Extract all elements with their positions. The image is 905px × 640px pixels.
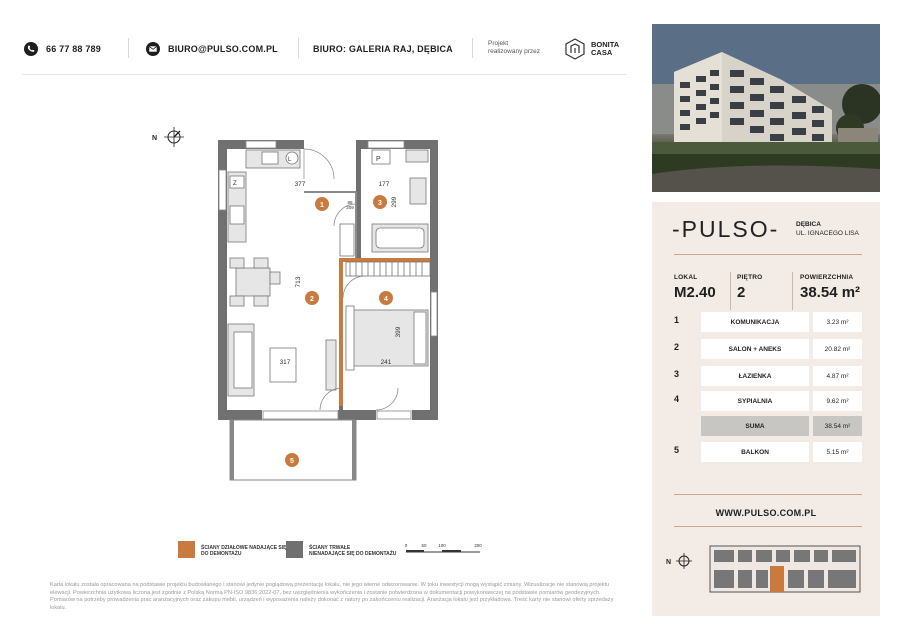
legend-demolish-swatch (178, 541, 195, 558)
pulso-logo: -PULSO- (672, 216, 780, 242)
sum-row: SUMA 38.54 m² (674, 416, 862, 436)
powierzchnia-label: POWIERZCHNIA (800, 274, 854, 281)
svg-text:713: 713 (295, 276, 302, 288)
lokal-label: LOKAL (674, 274, 698, 281)
unit-location-highlight (770, 566, 784, 592)
svg-text:317: 317 (279, 359, 291, 366)
website-link[interactable]: WWW.PULSO.COM.PL (715, 508, 817, 518)
svg-text:N: N (152, 135, 158, 142)
scale-bar (404, 542, 484, 558)
phone-contact[interactable] (24, 36, 101, 62)
phone-icon (24, 42, 38, 56)
legend-structural-label: ŚCIANY TRWAŁE NIENADAJĄCE SIĘ DO DEMONTAŻU (309, 545, 397, 557)
header-divider (22, 74, 627, 75)
room-row: 1 KOMUNIKACJA 3.23 m² (674, 312, 862, 332)
realized-by-text: Projekt realizowany przez (488, 40, 541, 55)
office-address: BIURO: GALERIA RAJ, DĘBICA (313, 44, 453, 54)
pietro-value: 2 (737, 284, 746, 301)
svg-text:299: 299 (391, 196, 398, 208)
powierzchnia-value: 38.54 m² (800, 284, 861, 301)
building-visualization (652, 24, 880, 192)
room-row: 3 ŁAZIENKA 4.87 m² (674, 366, 862, 386)
phone-number: 66 77 88 789 (46, 44, 101, 54)
room-row: 4 SYPIALNIA 9.62 m² (674, 391, 862, 411)
svg-text:241: 241 (380, 359, 392, 366)
lokal-value: M2.40 (674, 284, 716, 301)
svg-text:0: 0 (404, 543, 408, 548)
room-row: 2 SALON + ANEKS 20.82 m² (674, 339, 862, 359)
svg-text:5: 5 (290, 458, 294, 465)
legend-structural-swatch (286, 541, 303, 558)
street-name: UL. IGNACEGO LISA (796, 230, 859, 237)
svg-text:399: 399 (395, 326, 402, 338)
svg-text:Z: Z (233, 181, 237, 187)
svg-text:P: P (376, 156, 381, 163)
svg-text:100: 100 (438, 543, 446, 548)
svg-text:209: 209 (346, 205, 354, 210)
developer-name: BONITA CASA (591, 40, 620, 57)
svg-text:N: N (666, 559, 672, 566)
key-plan (666, 544, 866, 603)
svg-text:50: 50 (421, 543, 427, 548)
email-address: BIURO@PULSO.COM.PL (168, 44, 278, 54)
floor-plan (150, 120, 480, 500)
email-contact[interactable] (146, 36, 278, 62)
svg-text:2: 2 (310, 296, 314, 303)
svg-text:4: 4 (384, 296, 388, 303)
svg-text:177: 177 (378, 181, 390, 188)
city-name: DĘBICA (796, 221, 821, 228)
disclaimer-text: Karta lokalu została opracowana na podstawie projektu budowlanego i stanowi jedynie poglądową prezentację lokalu, nie jego wierne odwzorowanie. W toku inwestycji mogą wystąpić zmiany. Wizualizacje nie stanowią projektu elewacji. Powierzchnia użytkowa liczona jest zgodnie z Polską Normą PN-ISO 9836:2022-07, bez uwzględnienia wykończenia i zostanie potwierdzona w dokumentacji powykonawczej na podstawie pomiarów geodezyjnych. Pomiarów na potrzeby prowadzenia prac aranżacyjnych oraz zakupu mebli, urządzeń i wyposażenia należy dokonać z natury po zakończeniu realizacji. Aranżacja lokalu jest przykładowa. Treść karty nie stanowi oferty sprzedaży lokalu. (50, 582, 614, 611)
pietro-label: PIĘTRO (737, 274, 763, 281)
compass-icon (666, 553, 692, 569)
location (796, 220, 859, 238)
svg-text:377: 377 (294, 181, 306, 188)
bonita-casa-icon (565, 38, 585, 60)
svg-text:88: 88 (347, 200, 353, 205)
demolishable-wall (339, 258, 343, 406)
svg-text:3: 3 (378, 200, 382, 207)
svg-text:L: L (288, 157, 292, 163)
svg-text:1: 1 (320, 202, 324, 209)
balcony-row: 5 BALKON 5.15 m² (674, 442, 862, 462)
unit-info-panel (652, 202, 880, 616)
svg-text:200: 200 (474, 543, 482, 548)
legend-demolish-label: ŚCIANY DZIAŁOWE NADAJĄCE SIĘ DO DEMONTAŻU (201, 545, 287, 557)
envelope-icon (146, 42, 160, 56)
north-compass-icon (152, 127, 184, 147)
developer-logo (565, 38, 619, 60)
